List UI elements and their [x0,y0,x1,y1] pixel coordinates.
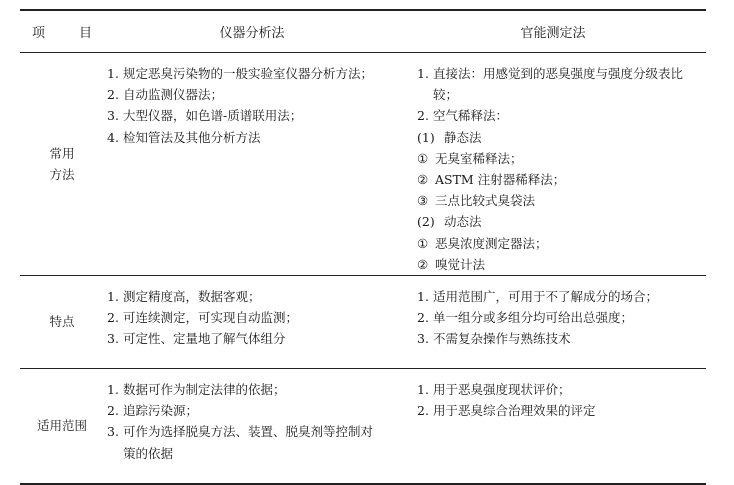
row-label-scope: 适用范围 [20,369,104,485]
cell-common-sensory [400,53,706,276]
list-item [107,328,384,349]
row-label-common-methods [20,53,104,276]
table-row-common-methods [20,53,706,276]
item-number: 1. [417,382,429,398]
sub-item-text: 静态法 [444,129,482,145]
cell-common-instrumental [104,53,400,276]
sub-item-number: (1) [417,129,435,145]
sub-sub-item-text: 恶臭浓度测定器法； [435,235,548,251]
sub-sub-list-item [417,148,700,169]
item-number: 2. [107,403,119,419]
header-subject-char2: 目 [79,26,93,41]
table-row-scope [20,369,706,485]
list-item [107,421,384,463]
circled-number: ② [417,172,429,188]
list-item [417,400,700,421]
sub-sub-list-item [417,190,700,211]
item-number: 1. [107,66,119,81]
sub-sub-item-text: 三点比较式臭袋法 [435,193,536,209]
table-row-features [20,276,706,369]
item-text: 单一组分或多组分均可给出总强度； [433,310,634,326]
item-text: 数据可作为制定法律的依据； [123,382,286,398]
cell-features-sensory [400,276,706,369]
item-number: 2. [107,310,119,326]
circled-number: ② [417,256,429,272]
list-item [107,307,384,328]
item-text: 追踪污染源； [123,403,199,419]
item-text: 直接法：用感觉到的恶臭强度与强度分级表比较； [433,66,684,103]
item-number: 2. [417,108,429,124]
row-label-line: 常用 [49,145,75,161]
list-item [107,127,384,148]
item-text: 用于恶臭强度现状评价； [433,382,571,398]
item-text: 测定精度高，数据客观； [123,289,261,305]
cell-scope-sensory [400,369,706,485]
item-number: 3. [417,331,429,347]
list-item [107,379,384,400]
sub-list-item-dynamic [417,211,700,232]
list-item [107,63,384,84]
header-sensory: 官能测定法 [400,10,706,53]
item-text: 适用范围广，可用于不了解成分的场合； [433,289,659,305]
list-item [417,379,700,400]
sub-list-item-static [417,127,700,148]
item-number: 3. [107,424,119,440]
sub-sub-item-text: 无臭室稀释法； [435,150,523,166]
circled-number: ① [417,150,429,166]
list-item [417,105,700,126]
item-text: 可作为选择脱臭方法、装置、脱臭剂等控制对策的依据 [123,424,374,461]
circled-number: ③ [417,193,429,209]
cell-scope-instrumental [104,369,400,485]
sub-sub-list-item [417,254,700,275]
item-text: 检知管法及其他分析方法 [123,129,261,145]
list-item [107,105,384,126]
comparison-table [20,9,706,485]
item-number: 2. [417,310,429,326]
item-number: 3. [107,331,119,347]
item-number: 2. [417,403,429,419]
sub-item-text: 动态法 [444,214,482,230]
item-text: 规定恶臭污染物的一般实验室仪器分析方法； [123,66,374,81]
item-text: 不需复杂操作与熟练技术 [433,331,571,347]
item-number: 1. [417,289,429,305]
item-text: 可连续测定，可实现自动监测； [123,310,299,326]
circled-number: ① [417,235,429,251]
item-number: 1. [107,382,119,398]
header-instrumental: 仪器分析法 [104,10,400,53]
sub-item-number: (2) [417,214,435,230]
cell-features-instrumental [104,276,400,369]
sub-sub-item-text: 嗅觉计法 [435,256,486,272]
item-number: 1. [417,66,429,81]
item-number: 4. [107,129,119,145]
header-row [20,10,706,53]
table-header [20,10,706,53]
item-text: 空气稀释法： [433,108,509,124]
item-text: 大型仪器，如色谱-质谱联用法； [123,108,303,124]
header-subject [20,10,104,53]
item-text: 用于恶臭综合治理效果的评定 [433,403,596,419]
header-subject-char1: 项 [31,26,45,41]
item-text: 自动监测仪器法； [123,87,224,103]
sub-sub-list-item [417,169,700,190]
sub-sub-list-item [417,233,700,254]
item-number: 2. [107,87,119,103]
row-label-line: 方法 [49,167,75,183]
list-item [417,286,700,307]
list-item [417,307,700,328]
row-label-features: 特点 [20,276,104,369]
item-number: 3. [107,108,119,124]
list-item [107,400,384,421]
item-number: 1. [107,289,119,305]
item-text: 可定性、定量地了解气体组分 [123,331,286,347]
sub-sub-item-text: ASTM 注射器稀释法； [435,172,566,188]
list-item [417,63,700,105]
list-item [107,286,384,307]
list-item [107,84,384,105]
list-item [417,328,700,349]
